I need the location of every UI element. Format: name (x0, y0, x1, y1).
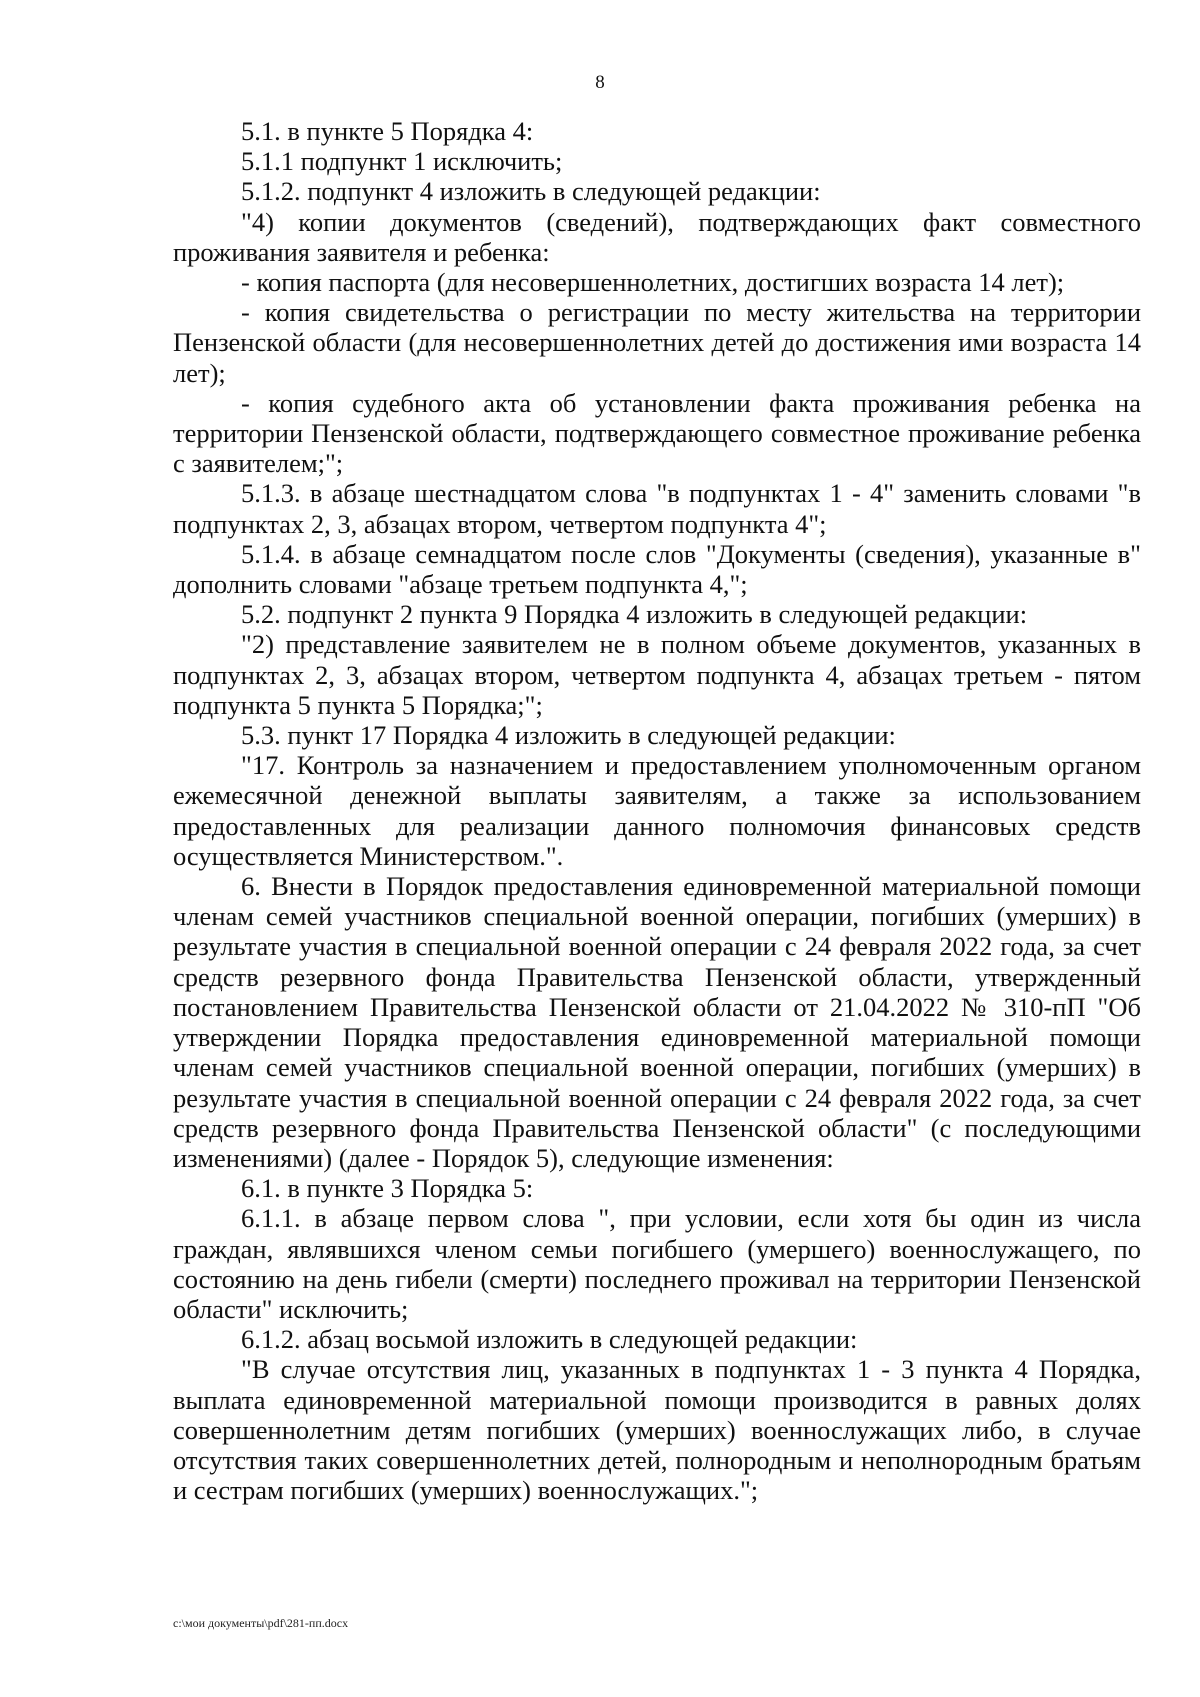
page-number: 8 (595, 72, 605, 93)
paragraph-passport-copy: - копия паспорта (для несовершеннолетних, достигших возраста 14 лет); (241, 267, 1065, 298)
paragraph-5-2: 5.2. подпункт 2 пункта 9 Порядка 4 изложить в следующей редакции: (241, 599, 1028, 630)
paragraph-5-1-3: 5.1.3. в абзаце шестнадцатом слова "в подпунктах 1 - 4" заменить словами "в подпунктах 2, 3, абзацах втором, четвертом подпункта 4"; (173, 478, 1141, 539)
document-body (173, 116, 1141, 1505)
paragraph-5-1-4: 5.1.4. в абзаце семнадцатом после слов "Документы (сведения), указанные в" дополнить словами "абзаце третьем подпункта 4,"; (173, 538, 1141, 600)
footer-file-path: c:\мои документы\pdf\281-пп.docx (173, 1616, 349, 1630)
paragraph-5-3: 5.3. пункт 17 Порядка 4 изложить в следующей редакции: (241, 720, 896, 751)
paragraph-6-1-2: 6.1.2. абзац восьмой изложить в следующей редакции: (241, 1324, 858, 1355)
paragraph-5-1: 5.1. в пункте 5 Порядка 4: (241, 116, 534, 146)
paragraph-quote-2: "2) представление заявителем не в полном объеме документов, указанных в подпунктах 2, 3, абзацах втором, четвертом подпункта 4, абзацах третьем - пятом подпункта 5 пункта 5 Порядка;"; (173, 629, 1141, 720)
paragraph-registration-copy: - копия свидетельства о регистрации по месту жительства на территории Пензенской области (для несовершеннолетних детей до достижения ими возраста 14 лет); (173, 297, 1141, 388)
paragraph-quote-4: "4) копии документов (сведений), подтверждающих факт совместного проживания заявителя и ребенка: (173, 206, 1141, 267)
paragraph-quote-absence: "В случае отсутствия лиц, указанных в подпунктах 1 - 3 пункта 4 Порядка, выплата единовременной материальной помощи производится в равных долях совершеннолетним детям погибших (умерших) военнослужащих либо, в случае отсутствия таких совершеннолетних детей, полнородным и неполнородным братьям и сестрам погибших (умерших) военнослужащих."; (173, 1354, 1141, 1506)
paragraph-6-1: 6.1. в пункте 3 Порядка 5: (241, 1173, 534, 1204)
paragraph-court-act-copy: - копия судебного акта об установлении факта проживания ребенка на территории Пензенской области, подтверждающего совместное проживание ребенка с заявителем;"; (173, 387, 1141, 479)
paragraph-quote-17: "17. Контроль за назначением и предоставлением уполномоченным органом ежемесячной денежной выплаты заявителям, а также за использованием предоставленных для реализации данного полномочия финансовых средств осуществляется Министерством.". (173, 750, 1141, 871)
paragraph-6: 6. Внести в Порядок предоставления единовременной материальной помощи членам семей участников специальной военной операции, погибших (умерших) в результате участия в специальной военной операции с 24 февраля 2022 года, за счет средств резервного фонда Правительства Пензенской области, утвержденный постановлением Правительства Пензенской области от 21.04.2022 № 310-пП "Об утверждении Порядка предоставления единовременной материальной помощи членам семей участников специальной военной операции, погибших (умерших) в результате участия в специальной военной операции с 24 февраля 2022 года, за счет средств резервного фонда Правительства Пензенской области" (с последующими изменениями) (далее - Порядок 5), следующие изменения: (173, 871, 1141, 1173)
paragraph-5-1-1: 5.1.1 подпункт 1 исключить; (241, 146, 563, 177)
paragraph-5-1-2: 5.1.2. подпункт 4 изложить в следующей редакции: (241, 176, 821, 207)
paragraph-6-1-1: 6.1.1. в абзаце первом слова ", при условии, если хотя бы один из числа граждан, являвшихся членом семьи погибшего (умершего) военнослужащего, по состоянию на день гибели (смерти) последнего проживал на территории Пензенской области" исключить; (173, 1203, 1141, 1324)
